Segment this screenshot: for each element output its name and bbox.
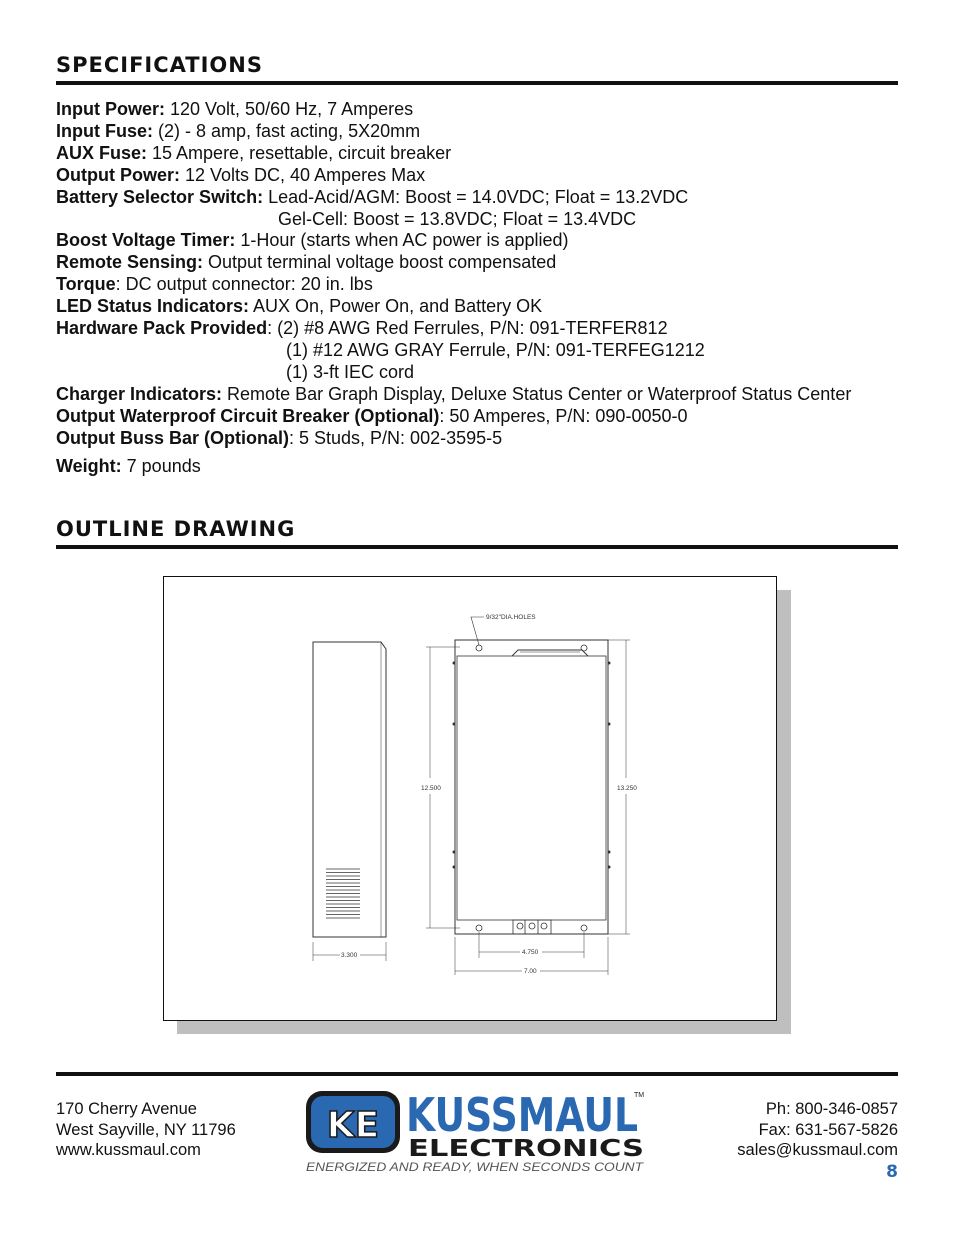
spec-value: 7 pounds [121, 455, 201, 476]
spec-value: 12 Volts DC, 40 Amperes Max [180, 164, 426, 185]
phone-number: Ph: 800-346-0857 [765, 1100, 898, 1118]
spec-value: Output terminal voltage boost compensated [203, 252, 557, 273]
spec-input-fuse [56, 121, 916, 143]
spec-value: : 50 Amperes, P/N: 090-0050-0 [439, 405, 688, 426]
logo-subtitle: ELECTRONICS [408, 1136, 644, 1162]
spec-value: : 5 Studs, P/N: 002-3595-5 [289, 427, 503, 448]
spec-value: (2) - 8 amp, fast acting, 5X20mm [153, 120, 421, 141]
email-link[interactable]: sales@kussmaul.com [737, 1141, 898, 1160]
height-outer-label: 13.250 [617, 785, 637, 792]
outline-rule [56, 545, 898, 549]
spec-value: Remote Bar Graph Display, Deluxe Status Center or Waterproof Status Center [222, 383, 852, 404]
spec-label: Output Buss Bar (Optional) [56, 427, 289, 448]
spec-value: (1) 3-ft IEC cord [286, 361, 415, 382]
spec-value: Gel-Cell: Boost = 13.8VDC; Float = 13.4VDC [278, 208, 637, 229]
base-width-label: 7.00 [524, 968, 537, 975]
outline-drawing-frame [163, 576, 777, 1021]
spec-led-indicators [56, 296, 916, 318]
footer-contact [737, 1099, 898, 1161]
spec-battery-selector [56, 187, 916, 209]
spec-torque [56, 274, 916, 296]
spec-label: Input Power: [56, 99, 165, 119]
logo-trademark: TM [634, 1092, 645, 1099]
ke-mark-icon [306, 1091, 400, 1153]
spec-label: LED Status Indicators: [56, 296, 250, 317]
spec-label: Remote Sensing: [56, 252, 204, 273]
footer-rule [56, 1072, 898, 1076]
website-link[interactable]: www.kussmaul.com [56, 1141, 201, 1160]
spec-value: 15 Ampere, resettable, circuit breaker [147, 142, 452, 163]
spec-hardware-pack-cont [56, 340, 916, 362]
hole-spacing-label: 4.750 [522, 949, 539, 956]
logo-name: KUSSMAUL [406, 1088, 638, 1142]
height-inner-label: 12.500 [421, 785, 441, 792]
spec-input-power [56, 99, 916, 121]
fax-number: Fax: 631-567-5826 [758, 1120, 898, 1139]
spec-label: Weight: [56, 455, 122, 476]
spec-list [56, 99, 916, 477]
side-view [313, 642, 386, 961]
spec-label: Hardware Pack Provided [56, 318, 268, 339]
spec-label: Boost Voltage Timer: [56, 230, 236, 251]
spec-value: Lead-Acid/AGM: Boost = 14.0VDC; Float = 13.2VDC [263, 186, 689, 207]
spec-circuit-breaker [56, 406, 916, 428]
spec-value: (1) #12 AWG GRAY Ferrule, P/N: 091-TERFEG1212 [286, 339, 705, 360]
spec-weight [56, 456, 916, 478]
kussmaul-logo [304, 1088, 649, 1178]
spec-hardware-pack-cont [56, 362, 916, 384]
logo-tagline: ENERGIZED AND READY, WHEN SECONDS COUNT [306, 1160, 645, 1174]
page-number: 8 [886, 1162, 898, 1182]
spec-output-power [56, 165, 916, 187]
spec-label: Output Power: [56, 164, 180, 185]
spec-label: Input Fuse: [56, 120, 153, 141]
spec-boost-timer [56, 230, 916, 252]
spec-value: 120 Volt, 50/60 Hz, 7 Amperes [165, 99, 414, 119]
logo-mark-text: KE [326, 1105, 380, 1146]
terminal-block [513, 920, 551, 934]
spec-value: : (2) #8 AWG Red Ferrules, P/N: 091-TERFER812 [267, 318, 668, 339]
spec-label: Battery Selector Switch: [56, 186, 264, 207]
spec-label: Charger Indicators: [56, 383, 223, 404]
specifications-rule [56, 81, 898, 85]
side-fasteners [453, 662, 611, 869]
footer-address [56, 1099, 236, 1161]
front-view [453, 617, 611, 934]
outline-heading: OUTLINE DRAWING [56, 517, 296, 541]
spec-aux-fuse [56, 143, 916, 165]
spec-value: 1-Hour (starts when AC power is applied) [235, 230, 569, 251]
outline-drawing [164, 577, 776, 1020]
side-width-label: 3.300 [341, 952, 358, 959]
address-city: West Sayville, NY 11796 [56, 1120, 236, 1139]
spec-value: AUX On, Power On, and Battery OK [249, 296, 543, 317]
spec-battery-selector-cont [56, 209, 916, 231]
vent-slots [326, 869, 360, 918]
address-street: 170 Cherry Avenue [56, 1100, 197, 1118]
spec-value: : DC output connector: 20 in. lbs [115, 274, 373, 295]
spec-label: AUX Fuse: [56, 142, 148, 163]
spec-hardware-pack [56, 318, 916, 340]
spec-remote-sensing [56, 252, 916, 274]
spec-label: Torque [56, 274, 116, 295]
spec-buss-bar [56, 428, 916, 450]
specifications-heading: SPECIFICATIONS [56, 53, 263, 77]
spec-label: Output Waterproof Circuit Breaker (Optional) [56, 405, 440, 426]
spec-charger-indicators [56, 384, 916, 406]
holes-label: 9/32"DIA.HOLES [486, 614, 536, 621]
